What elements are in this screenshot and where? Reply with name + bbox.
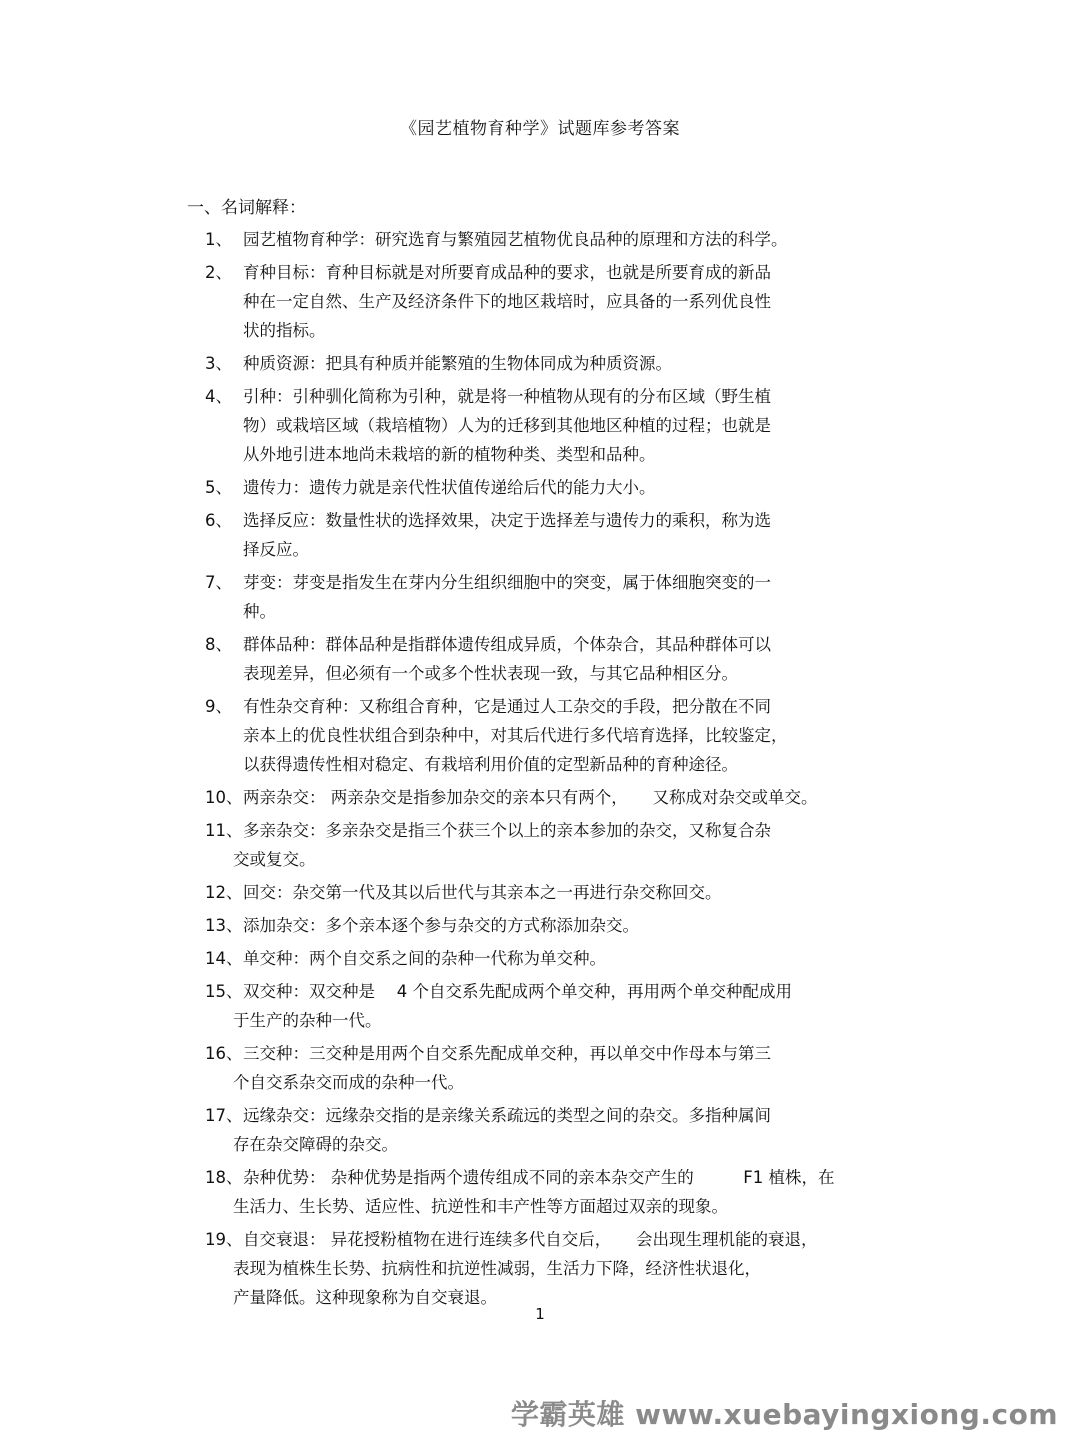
definition-entry	[205, 783, 925, 812]
entry-number: 3、	[205, 354, 232, 373]
entry-line: 种质资源：把具有种质并能繁殖的生物体同成为种质资源。	[243, 354, 672, 373]
entry-number: 15、	[205, 982, 243, 1001]
definition-entry	[205, 816, 925, 874]
definition-entry	[205, 258, 925, 345]
entry-number: 1、	[205, 230, 232, 249]
entry-line: 芽变：芽变是指发生在芽内分生组织细胞中的突变，属于体细胞突变的一	[243, 573, 771, 592]
watermark: 学霸英雄 www.xuebayingxiong.com	[510, 1398, 1058, 1431]
entry-number: 14、	[205, 949, 243, 968]
entry-text	[233, 1039, 863, 1097]
entry-text	[233, 977, 863, 1035]
entry-line: 产量降低。这种现象称为自交衰退。	[233, 1288, 497, 1307]
entry-line: 引种：引种驯化简称为引种，就是将一种植物从现有的分布区域（野生植	[243, 387, 771, 406]
entry-text	[243, 349, 843, 378]
entry-number: 4、	[205, 387, 232, 406]
entry-line: 回交：杂交第一代及其以后世代与其亲本之一再进行杂交称回交。	[243, 883, 722, 902]
entry-line: 园艺植物育种学：研究选育与繁殖园艺植物优良品种的原理和方法的科学。	[243, 230, 788, 249]
definition-entry	[205, 1163, 925, 1221]
entry-line: 状的指标。	[243, 321, 326, 340]
definition-entry	[205, 944, 925, 973]
entry-line: 个自交系杂交而成的杂种一代。	[233, 1073, 464, 1092]
entry-number: 10、	[205, 788, 243, 807]
entry-line: 育种目标：育种目标就是对所要育成品种的要求，也就是所要育成的新品	[243, 263, 771, 282]
entry-line: 添加杂交：多个亲本逐个参与杂交的方式称添加杂交。	[243, 916, 639, 935]
entry-line: 以获得遗传性相对稳定、有栽培利用价值的定型新品种的育种途径。	[243, 755, 738, 774]
definition-entry	[205, 630, 925, 688]
entry-line: 遗传力：遗传力就是亲代性状值传递给后代的能力大小。	[243, 478, 656, 497]
definition-list	[205, 225, 925, 1316]
entry-line: 生活力、生长势、适应性、抗逆性和丰产性等方面超过双亲的现象。	[233, 1197, 728, 1216]
entry-number: 19、	[205, 1230, 243, 1249]
entry-number: 18、	[205, 1168, 243, 1187]
entry-text	[243, 783, 863, 812]
entry-line: 从外地引进本地尚未栽培的新的植物种类、类型和品种。	[243, 445, 656, 464]
entry-number: 8、	[205, 635, 232, 654]
entry-line: 表现差异，但必须有一个或多个性状表现一致，与其它品种相区分。	[243, 664, 738, 683]
entry-line: 种。	[243, 602, 276, 621]
entry-text	[243, 568, 843, 626]
entry-text	[243, 911, 863, 940]
entry-text	[233, 1225, 863, 1312]
definition-entry	[205, 692, 925, 779]
entry-text	[233, 1101, 863, 1159]
definition-entry	[205, 1101, 925, 1159]
entry-number: 12、	[205, 883, 243, 902]
definition-entry	[205, 911, 925, 940]
entry-text	[243, 473, 843, 502]
definition-entry	[205, 977, 925, 1035]
entry-text	[243, 506, 843, 564]
entry-line: 于生产的杂种一代。	[233, 1011, 382, 1030]
entry-line: 亲本上的优良性状组合到杂种中，对其后代进行多代培育选择，比较鉴定，	[243, 726, 788, 745]
entry-line: 有性杂交育种：又称组合育种，它是通过人工杂交的手段，把分散在不同	[243, 697, 771, 716]
entry-line: 交或复交。	[233, 850, 316, 869]
definition-entry	[205, 1039, 925, 1097]
definition-entry	[205, 349, 925, 378]
entry-text	[243, 878, 863, 907]
entry-line: 物）或栽培区域（栽培植物）人为的迁移到其他地区种植的过程；也就是	[243, 416, 771, 435]
entry-line: 种在一定自然、生产及经济条件下的地区栽培时，应具备的一系列优良性	[243, 292, 771, 311]
definition-entry	[205, 473, 925, 502]
entry-number: 9、	[205, 697, 232, 716]
definition-entry	[205, 225, 925, 254]
entry-number: 7、	[205, 573, 232, 592]
entry-number: 16、	[205, 1044, 243, 1063]
page-number: 1	[535, 1305, 545, 1323]
definition-entry	[205, 1225, 925, 1312]
document-title: 《园艺植物育种学》试题库参考答案	[400, 119, 680, 139]
entry-line: 选择反应：数量性状的选择效果，决定于选择差与遗传力的乘积，称为选	[243, 511, 771, 530]
entry-text	[233, 1163, 863, 1221]
entry-text	[233, 816, 863, 874]
entry-number: 5、	[205, 478, 232, 497]
entry-text	[243, 944, 863, 973]
entry-line: 三交种：三交种是用两个自交系先配成单交种，再以单交中作母本与第三	[243, 1044, 771, 1063]
entry-line: 多亲杂交：多亲杂交是指三个获三个以上的亲本参加的杂交，又称复合杂	[243, 821, 771, 840]
section-heading: 一、名词解释：	[187, 198, 306, 218]
entry-text	[243, 225, 843, 254]
entry-line: 单交种：两个自交系之间的杂种一代称为单交种。	[243, 949, 606, 968]
entry-text	[243, 382, 843, 469]
definition-entry	[205, 506, 925, 564]
entry-number: 11、	[205, 821, 243, 840]
entry-line: 存在杂交障碍的杂交。	[233, 1135, 398, 1154]
entry-line: 两亲杂交： 两亲杂交是指参加杂交的亲本只有两个， 又称成对杂交或单交。	[243, 788, 818, 807]
definition-entry	[205, 878, 925, 907]
entry-line: 自交衰退： 异花授粉植物在进行连续多代自交后， 会出现生理机能的衰退，	[243, 1230, 818, 1249]
entry-line: 杂种优势： 杂种优势是指两个遗传组成不同的亲本杂交产生的 F1 植株，在	[243, 1168, 835, 1187]
definition-entry	[205, 568, 925, 626]
entry-line: 群体品种：群体品种是指群体遗传组成异质，个体杂合，其品种群体可以	[243, 635, 771, 654]
entry-number: 2、	[205, 263, 232, 282]
entry-line: 双交种：双交种是 4 个自交系先配成两个单交种，再用两个单交种配成用	[243, 982, 792, 1001]
entry-line: 表现为植株生长势、抗病性和抗逆性减弱，生活力下降，经济性状退化，	[233, 1259, 761, 1278]
entry-line: 远缘杂交：远缘杂交指的是亲缘关系疏远的类型之间的杂交。多指种属间	[243, 1106, 771, 1125]
entry-line: 择反应。	[243, 540, 309, 559]
definition-entry	[205, 382, 925, 469]
entry-text	[243, 258, 843, 345]
entry-number: 6、	[205, 511, 232, 530]
entry-number: 17、	[205, 1106, 243, 1125]
entry-text	[243, 630, 843, 688]
entry-text	[243, 692, 843, 779]
entry-number: 13、	[205, 916, 243, 935]
